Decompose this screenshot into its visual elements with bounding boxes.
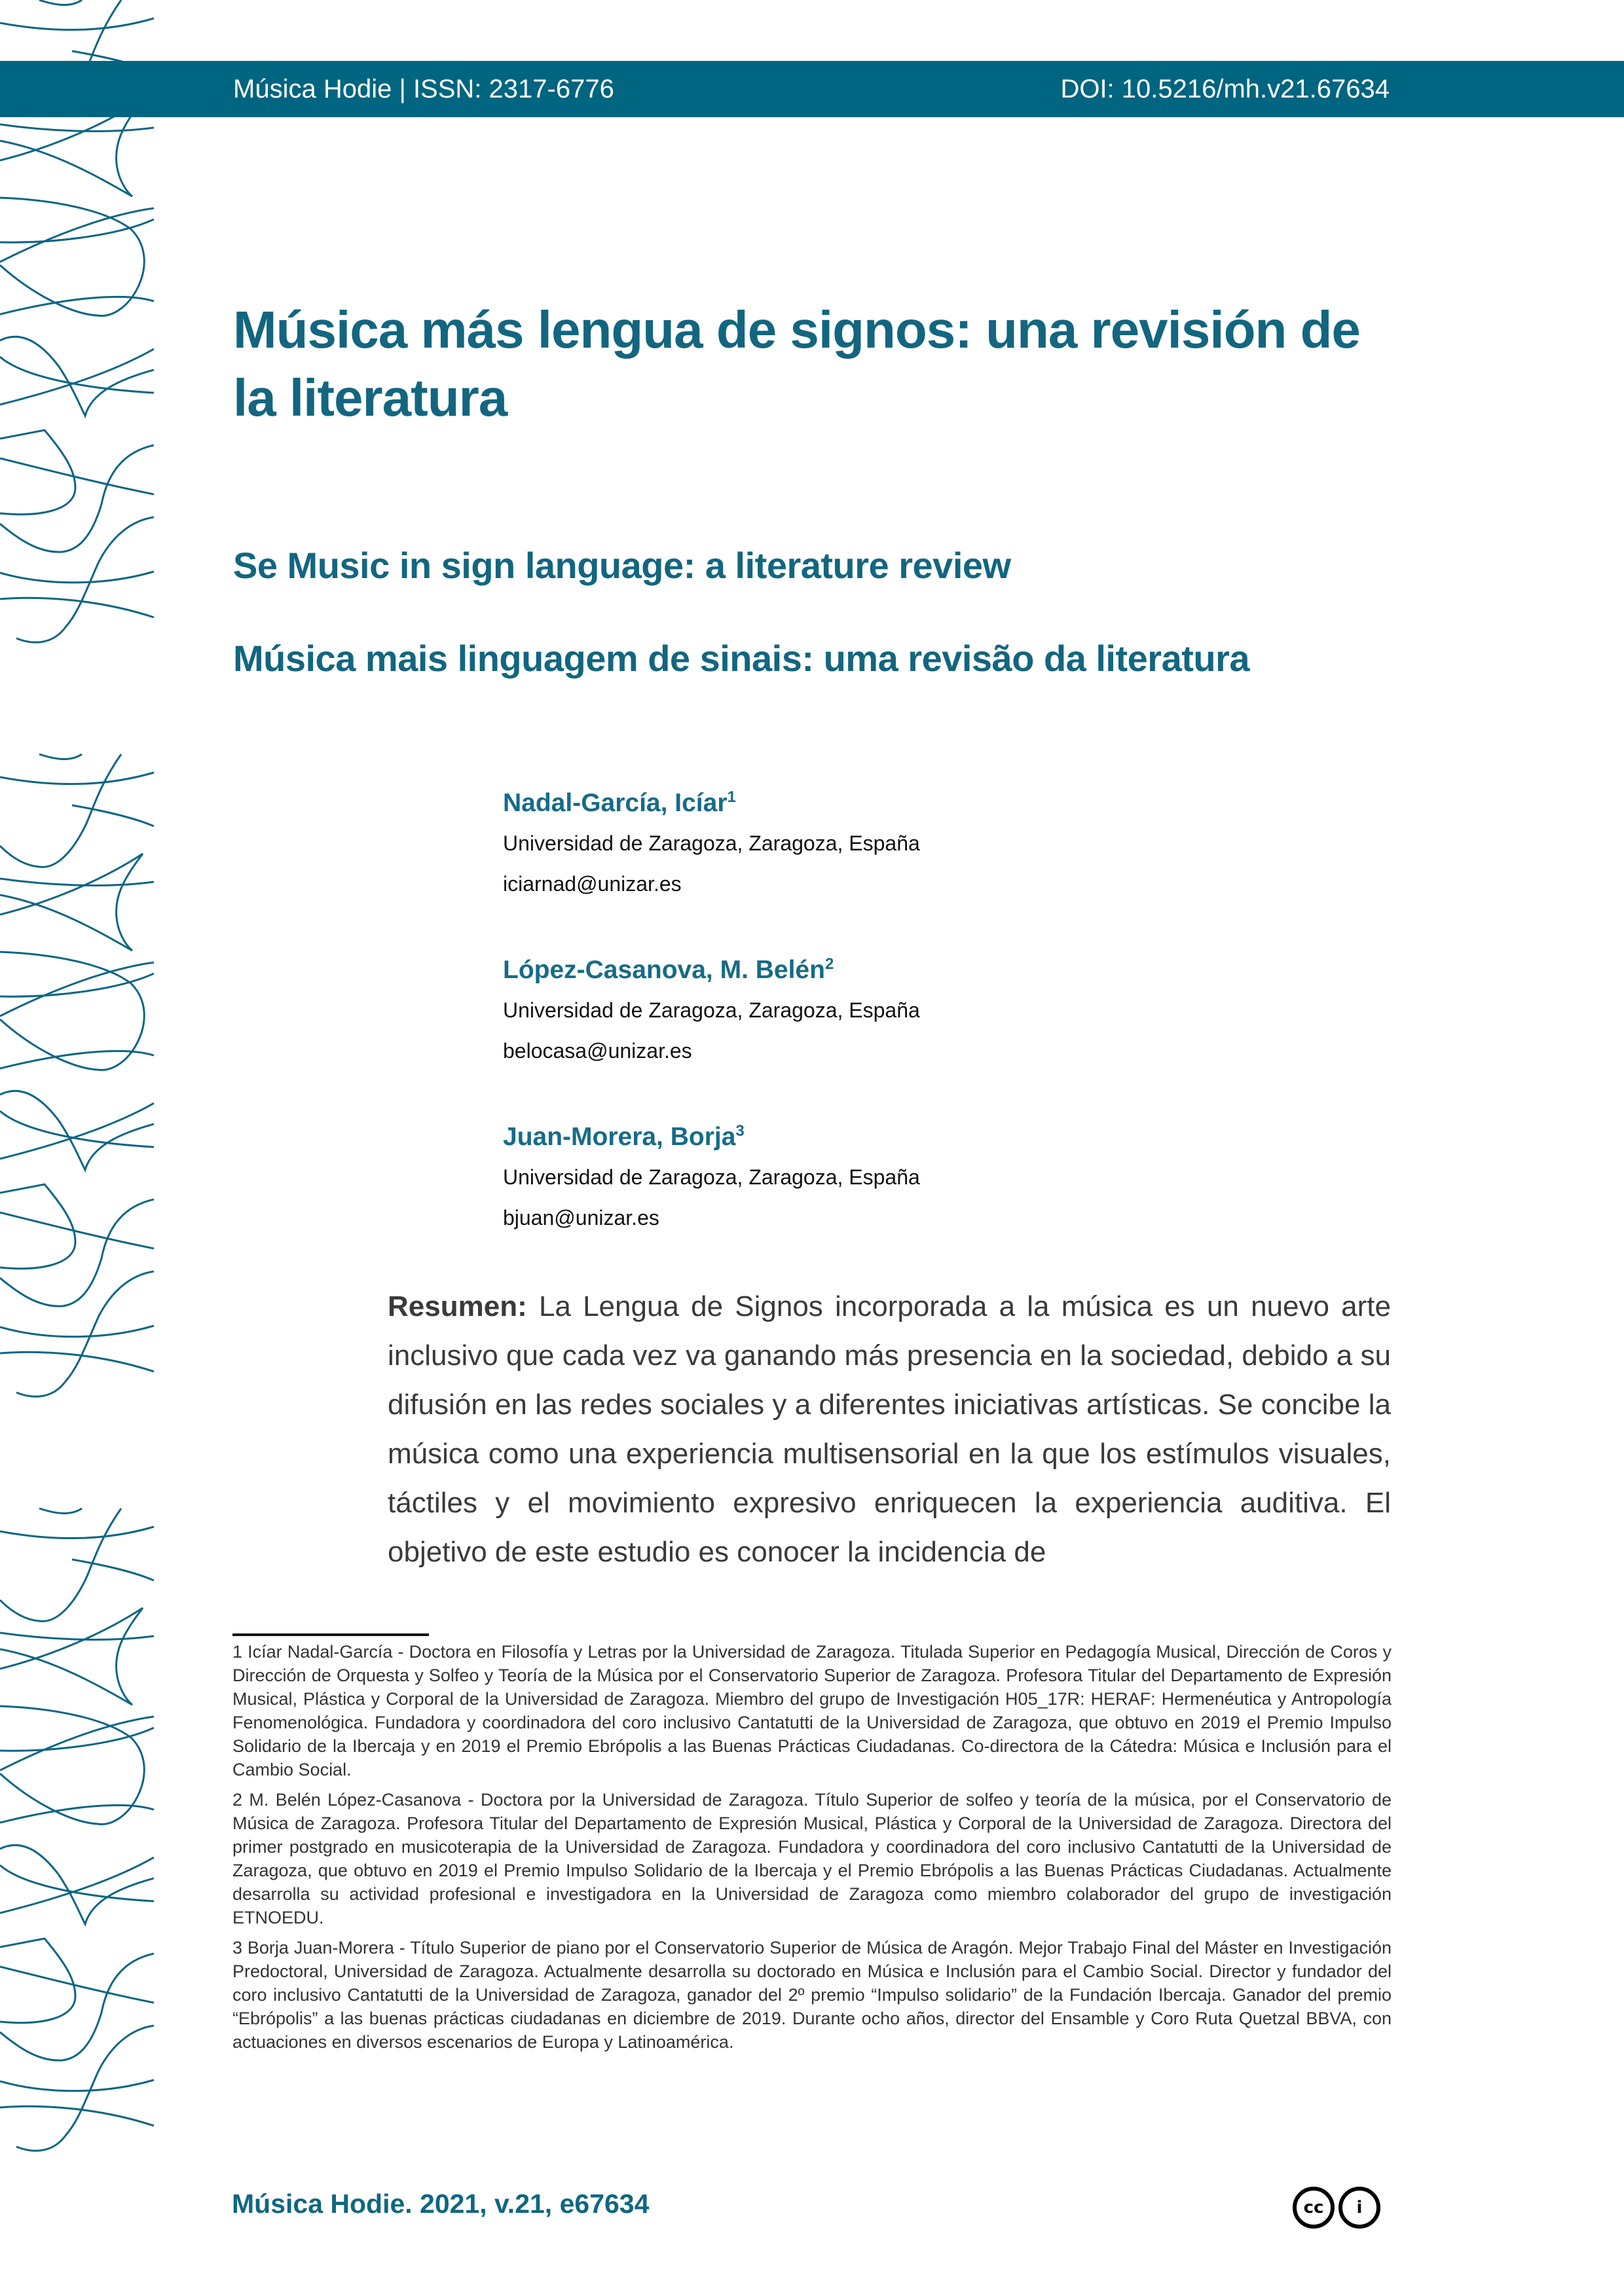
author-email[interactable]: bjuan@unizar.es <box>503 1206 659 1230</box>
footer-citation: Música Hodie. 2021, v.21, e67634 <box>232 2189 650 2219</box>
author-email[interactable]: belocasa@unizar.es <box>503 1039 692 1063</box>
journal-header-bar <box>0 61 1624 117</box>
abstract-label: Resumen: <box>388 1290 527 1322</box>
doi-link[interactable]: DOI: 10.5216/mh.v21.67634 <box>1060 75 1390 103</box>
author-affiliation: Universidad de Zaragoza, Zaragoza, España <box>503 831 920 855</box>
footnote-ref[interactable]: 2 <box>824 955 834 973</box>
author-affiliation: Universidad de Zaragoza, Zaragoza, España <box>503 1165 920 1189</box>
english-title: Se Music in sign language: a literature review <box>233 545 1011 586</box>
journal-issn: Música Hodie | ISSN: 2317-6776 <box>233 75 614 103</box>
author-block <box>503 1112 1289 1238</box>
cc-icon: cc <box>1293 2187 1335 2229</box>
footnote-ref[interactable]: 1 <box>727 788 736 806</box>
author-name: López-Casanova, M. Belén$^2$ <box>503 955 834 984</box>
author-list <box>503 778 1289 1279</box>
license-badge[interactable] <box>1293 2187 1380 2229</box>
portuguese-title: Música mais linguagem de sinais: uma revisão da literatura <box>233 638 1250 679</box>
decorative-line-pattern <box>0 0 154 2296</box>
author-name: Nadal-García, Icíar$^1$ <box>503 788 736 817</box>
footnote-1: 1 Icíar Nadal-García - Doctora en Filosofía y Letras por la Universidad de Zaragoza. Titulada Superior en Pedagogía Musical, Dirección de Coros y Dirección de Orquesta y Solfeo y Teoría de la Música por el Conservatorio Superior de Zaragoza. Profesora Titular del Departamento de Expresión Musical, Plástica y Corporal de la Universidad de Zaragoza. Miembro del grupo de Investigación H05_17R: HERAF: Hermenéutica y Antropología Fenomenológica. Fundadora y coordinadora del coro inclusivo Cantatutti de la Universidad de Zaragoza, que obtuvo en 2019 el Premio Impulso Solidario de la Ibercaja y en 2019 el Premio Ebrópolis a las Buenas Prácticas Ciudadanas. Co-directora de la Cátedra: Música e Inclusión para el Cambio Social. <box>232 1642 1392 1779</box>
footnote-3: 3 Borja Juan-Morera - Título Superior de piano por el Conservatorio Superior de Música de Aragón. Mejor Trabajo Final del Máster en Investigación Predoctoral, Universidad de Zaragoza. Actualmente desarrolla su doctorado en Música e Inclusión para el Cambio Social. Director y fundador del coro inclusivo Cantatutti de la Universidad de Zaragoza, ganador del 2º premio “Impulso solidario” de la Fundación Ibercaja. Ganador del premio “Ebrópolis” a las buenas prácticas ciudadanas en diciembre de 2019. Durante ocho años, director del Ensamble y Coro Ruta Quetzal BBVA, con actuaciones en diversos escenarios de Europa y Latinoamérica. <box>232 1938 1392 2052</box>
author-block <box>503 778 1289 904</box>
footnote-2: 2 M. Belén López-Casanova - Doctora por la Universidad de Zaragoza. Título Superior de solfeo y teoría de la música, por el Conservatorio de Música de Zaragoza. Profesora Titular del Departamento de Expresión Musical, Plástica y Corporal de la Universidad de Zaragoza. Directora del primer postgrado en musicoterapia de la Universidad de Zaragoza. Fundadora y coordinadora del coro inclusivo Cantatutti de la Universidad de Zaragoza, que obtuvo en 2019 el Premio Impulso Solidario de la Ibercaja y el Premio Ebrópolis a las Buenas Prácticas Ciudadanas. Actualmente desarrolla su actividad profesional e investigadora en la Universidad de Zaragoza como miembro colaborador del grupo de investigación ETNOEDU. <box>232 1790 1392 1927</box>
footnote-divider <box>232 1633 429 1636</box>
author-block <box>503 945 1289 1071</box>
abstract-text: La Lengua de Signos incorporada a la música es un nuevo arte inclusivo que cada vez va ganando más presencia en la sociedad, debido a su difusión en las redes sociales y a diferentes iniciativas artísticas. Se concibe la música como una experiencia multisensorial en la que los estímulos visuales, táctiles y el movimiento expresivo enriquecen la experiencia auditiva. El objetivo de este estudio es conocer la incidencia de <box>388 1290 1391 1568</box>
footnote-ref[interactable]: 3 <box>735 1122 745 1140</box>
author-name: Juan-Morera, Borja$^3$ <box>503 1122 745 1151</box>
by-attribution-icon: i <box>1338 2187 1380 2229</box>
footnotes <box>232 1640 1392 2060</box>
article-title: Música más lengua de signos: una revisión de la literatura <box>233 301 1360 427</box>
author-affiliation: Universidad de Zaragoza, Zaragoza, España <box>503 998 920 1022</box>
author-email[interactable]: iciarnad@unizar.es <box>503 872 682 896</box>
abstract <box>388 1282 1391 1576</box>
